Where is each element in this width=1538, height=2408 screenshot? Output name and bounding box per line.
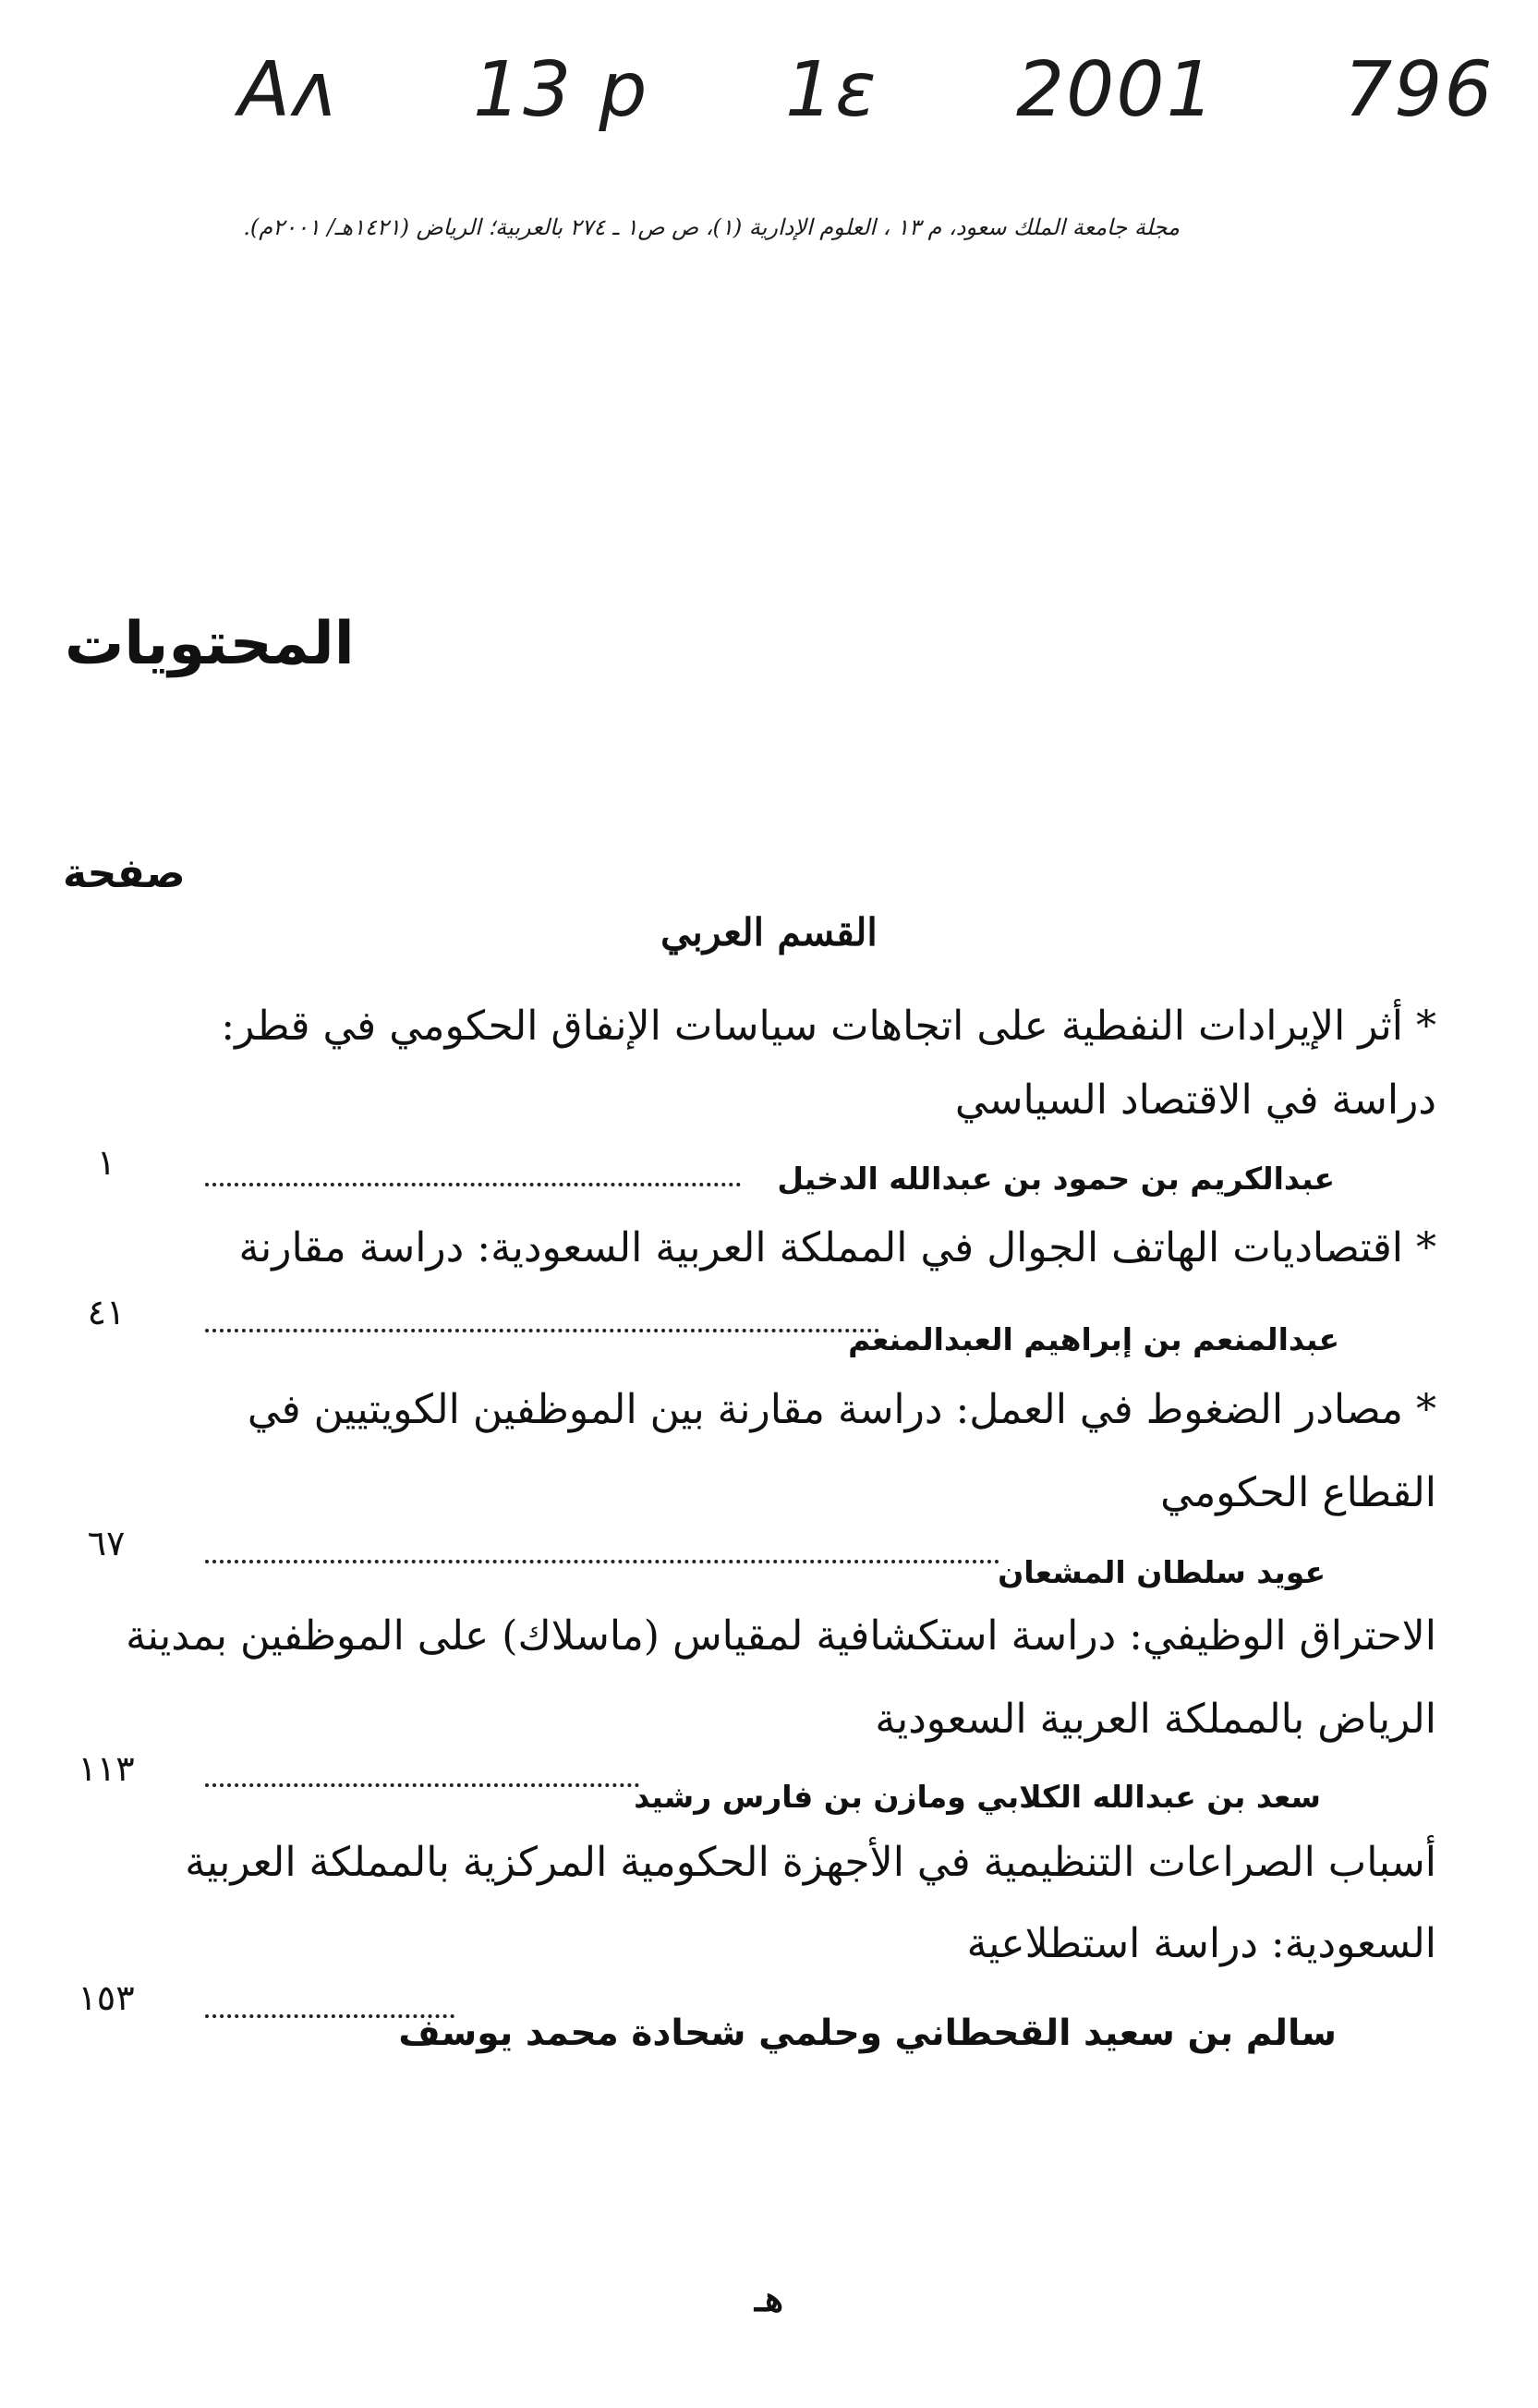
article-page-number: ١ (96, 1142, 116, 1183)
article-page-number: ٤١ (87, 1292, 126, 1332)
handwritten-mark-3: 1ɛ (785, 46, 878, 134)
leader-dots (205, 2014, 454, 2018)
article-title-line: الاحتراق الوظيفي: دراسة استكشافية لمقياس (ماسلاك) على الموظفين بمدينة (126, 1612, 1436, 1660)
article-page-number: ١١٣ (78, 1748, 135, 1789)
article-title-line: دراسة في الاقتصاد السياسي (954, 1076, 1436, 1124)
article-page-number: ١٥٣ (78, 1977, 135, 2018)
leader-dots (205, 1783, 639, 1787)
article-title-line: أسباب الصراعات التنظيمية في الأجهزة الحكومية المركزية بالمملكة العربية (185, 1839, 1436, 1886)
article-title-line: السعودية: دراسة استطلاعية (966, 1920, 1436, 1967)
article-title-line: * مصادر الضغوط في العمل: دراسة مقارنة بين الموظفين الكويتيين في (247, 1386, 1436, 1433)
handwritten-mark-1: Aʌ (238, 46, 339, 134)
journal-citation: مجلة جامعة الملك سعود، م ١٣ ، العلوم الإدارية (١)، ص ص١ ـ ٢٧٤ بالعربية؛ الرياض (١٤٢١هـ/ ٢٠٠١م). (243, 214, 1180, 240)
page-column-label: صفحة (63, 850, 186, 897)
article-author: سعد بن عبدالله الكلابي ومازن بن فارس رشيد (634, 1779, 1321, 1815)
article-title-line: * اقتصاديات الهاتف الجوال في المملكة العربية السعودية: دراسة مقارنة (238, 1224, 1436, 1271)
article-page-number: ٦٧ (87, 1523, 126, 1563)
article-author: عويد سلطان المشعان (998, 1554, 1326, 1590)
handwritten-mark-4: 2001 (1016, 46, 1217, 134)
article-title-line: الرياض بالمملكة العربية السعودية (875, 1696, 1436, 1743)
handwritten-mark-2: 13 p (473, 46, 649, 134)
page-footer-mark: هـ (754, 2278, 784, 2319)
leader-dots (205, 1560, 999, 1563)
leader-dots (205, 1183, 741, 1186)
article-author: عبدالمنعم بن إبراهيم العبدالمنعم (848, 1321, 1339, 1357)
article-title-line: القطاع الحكومي (1160, 1469, 1436, 1516)
contents-title: المحتويات (65, 610, 355, 678)
article-title-line: * أثر الإيرادات النفطية على اتجاهات سياسات الإنفاق الحكومي في قطر: (221, 1003, 1436, 1050)
handwritten-mark-5: 796 (1344, 46, 1495, 134)
section-heading: القسم العربي (660, 910, 878, 955)
article-author: سالم بن سعيد القحطاني وحلمي شحادة محمد يوسف (398, 2013, 1337, 2054)
leader-dots (205, 1329, 879, 1332)
article-author: عبدالكريم بن حمود بن عبدالله الدخيل (777, 1161, 1335, 1197)
